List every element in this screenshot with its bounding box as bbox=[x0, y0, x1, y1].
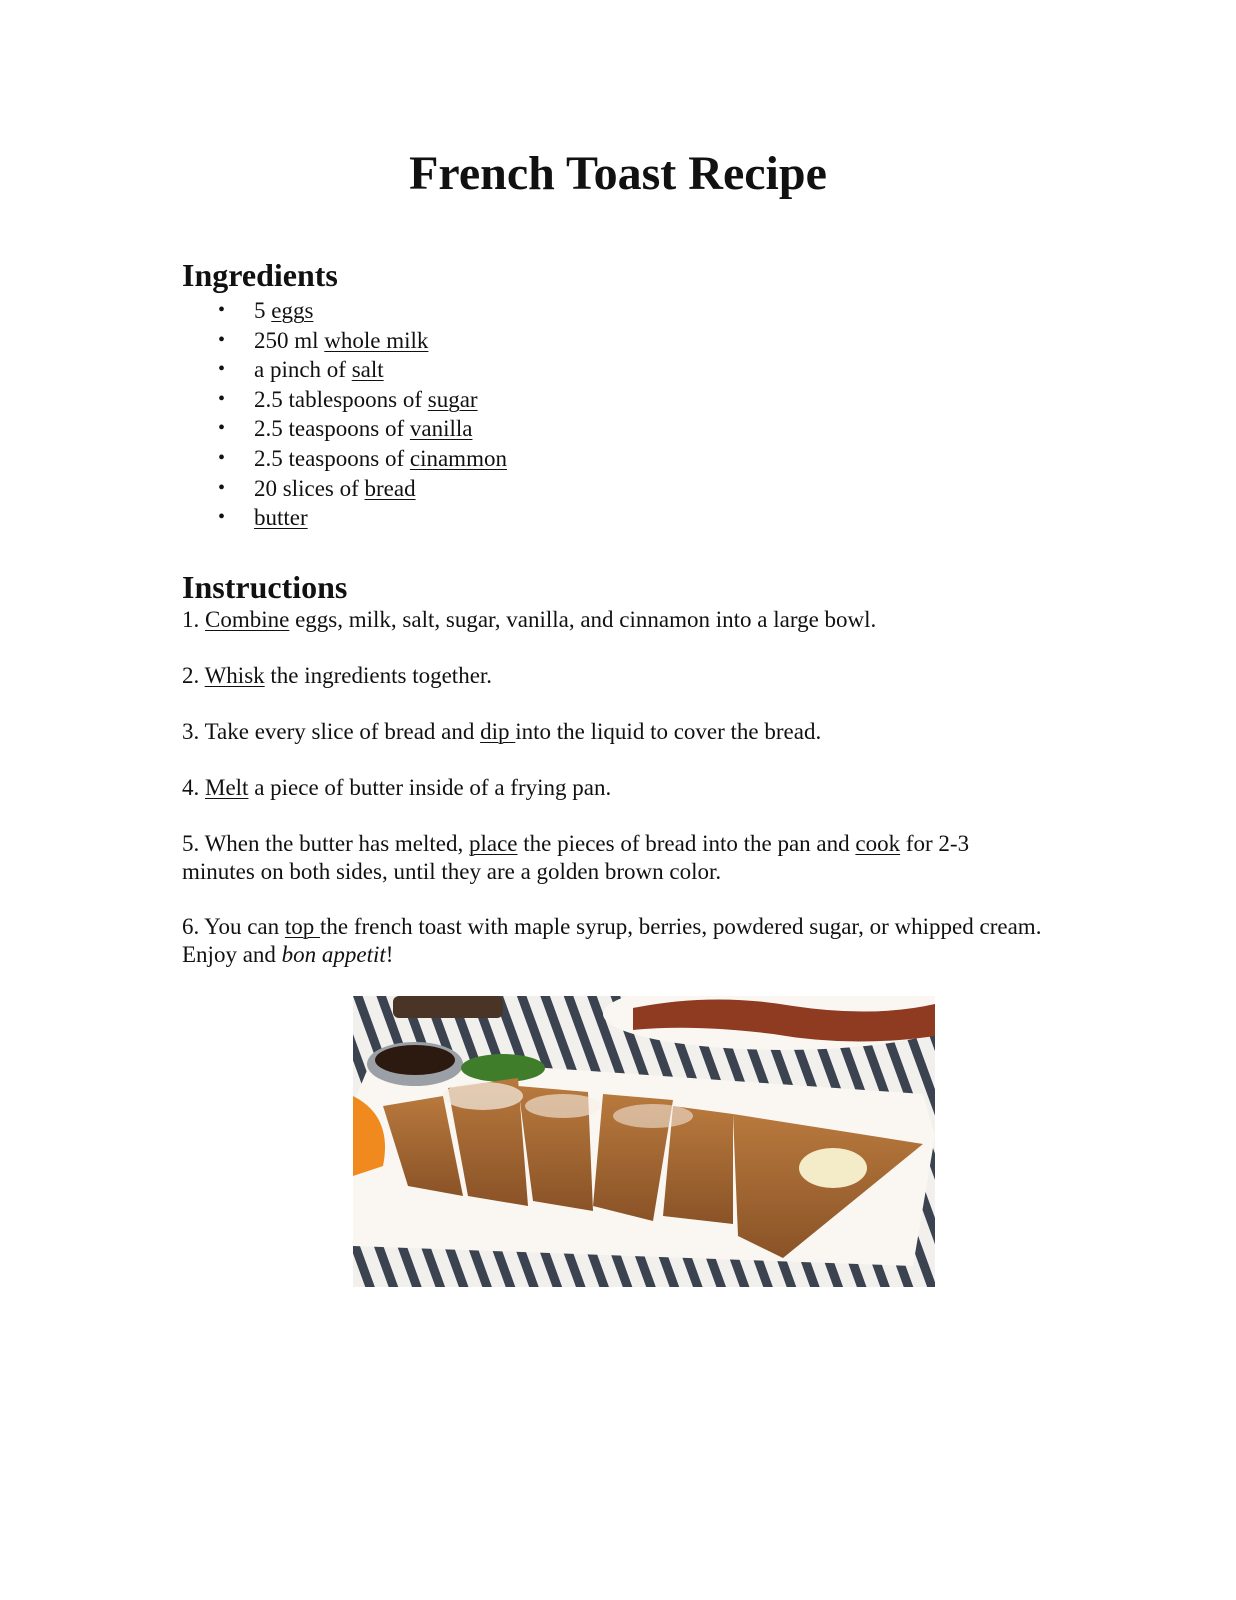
ingredient-name: vanilla bbox=[409, 416, 473, 442]
ingredients-list bbox=[182, 296, 507, 533]
ingredient-quantity: 2.5 teaspoons of bbox=[254, 445, 410, 471]
ingredient-item bbox=[182, 326, 507, 356]
ingredients-heading: Ingredients bbox=[182, 257, 338, 293]
instructions-heading: Instructions bbox=[182, 569, 348, 605]
ingredient-name: salt bbox=[351, 357, 384, 383]
instruction-step-2 bbox=[182, 662, 1042, 690]
bullet-icon: • bbox=[218, 358, 226, 381]
step-text: 4. bbox=[182, 775, 205, 800]
ingredient-quantity: 5 bbox=[254, 298, 272, 323]
ingredient-name: bread bbox=[364, 475, 416, 501]
step-verb: dip bbox=[480, 719, 516, 744]
maple-syrup bbox=[375, 1045, 455, 1075]
powdered-sugar bbox=[613, 1104, 693, 1128]
step-text: into the liquid to cover the bread. bbox=[515, 719, 822, 744]
bullet-icon: • bbox=[218, 299, 226, 321]
step-text: eggs, milk, salt, sugar, vanilla, and cinnamon into a large bowl. bbox=[289, 607, 877, 632]
french-toast-photo bbox=[353, 996, 935, 1287]
step-text: the pieces of bread into the pan and bbox=[517, 831, 856, 856]
bullet-icon: • bbox=[218, 417, 226, 440]
page-title: French Toast Recipe bbox=[409, 147, 827, 200]
step-text: a piece of butter inside of a frying pan. bbox=[248, 775, 612, 800]
bullet-icon: • bbox=[218, 446, 226, 469]
ingredient-quantity: 250 ml bbox=[254, 327, 325, 353]
step-text: 1. bbox=[182, 607, 205, 632]
step-verb: Melt bbox=[205, 775, 249, 800]
step-italic-text: bon appetit bbox=[281, 942, 386, 967]
ingredient-quantity: 2.5 teaspoons of bbox=[254, 416, 410, 442]
step-text: 3. Take every slice of bread and bbox=[182, 719, 481, 744]
ingredient-item bbox=[182, 296, 507, 326]
ingredient-item bbox=[182, 474, 507, 504]
step-verb: Whisk bbox=[204, 663, 265, 688]
instruction-step-1 bbox=[182, 606, 1042, 634]
bullet-icon: • bbox=[218, 506, 226, 529]
powdered-sugar bbox=[525, 1094, 601, 1118]
step-text: the french toast with maple syrup, berries, powdered sugar, or whipped cream. Enjoy and bbox=[182, 914, 1042, 967]
butter-pat bbox=[799, 1148, 867, 1188]
ingredient-item bbox=[182, 414, 507, 444]
background-bowl bbox=[393, 996, 503, 1018]
instruction-step-6 bbox=[182, 913, 1042, 969]
ingredient-item bbox=[182, 355, 507, 385]
ingredient-name: sugar bbox=[427, 386, 478, 412]
ingredient-name: cinammon bbox=[409, 445, 507, 471]
ingredient-name: whole milk bbox=[324, 327, 429, 353]
french-toast-illustration bbox=[353, 996, 935, 1287]
bullet-icon: • bbox=[218, 328, 226, 351]
step-verb: top bbox=[284, 914, 321, 939]
ingredient-quantity: 2.5 tablespoons of bbox=[254, 386, 428, 412]
step-text: 6. You can bbox=[182, 914, 285, 939]
instruction-step-5 bbox=[182, 830, 1042, 886]
step-text: 2. bbox=[182, 663, 205, 688]
ingredient-item bbox=[182, 444, 507, 474]
ingredient-item bbox=[182, 503, 507, 533]
step-text: 5. When the butter has melted, bbox=[182, 831, 469, 856]
step-text: the ingredients together. bbox=[264, 663, 493, 688]
bullet-icon: • bbox=[218, 387, 226, 410]
ingredient-name: butter bbox=[254, 505, 308, 531]
step-verb: cook bbox=[855, 831, 901, 856]
step-verb: Combine bbox=[205, 607, 290, 632]
ingredient-item bbox=[182, 385, 507, 415]
ingredient-name: eggs bbox=[271, 298, 314, 323]
step-text: ! bbox=[385, 942, 394, 967]
bullet-icon: • bbox=[218, 476, 226, 499]
parsley-garnish bbox=[461, 1054, 545, 1082]
step-verb: place bbox=[469, 831, 518, 856]
instruction-step-4 bbox=[182, 774, 1042, 802]
powdered-sugar bbox=[443, 1082, 523, 1110]
instruction-step-3 bbox=[182, 718, 1042, 746]
step-text: for 2-3 minutes on both sides, until they are a golden brown color. bbox=[182, 831, 970, 884]
ingredient-quantity: 20 slices of bbox=[254, 475, 365, 501]
ingredient-quantity: a pinch of bbox=[254, 357, 352, 383]
